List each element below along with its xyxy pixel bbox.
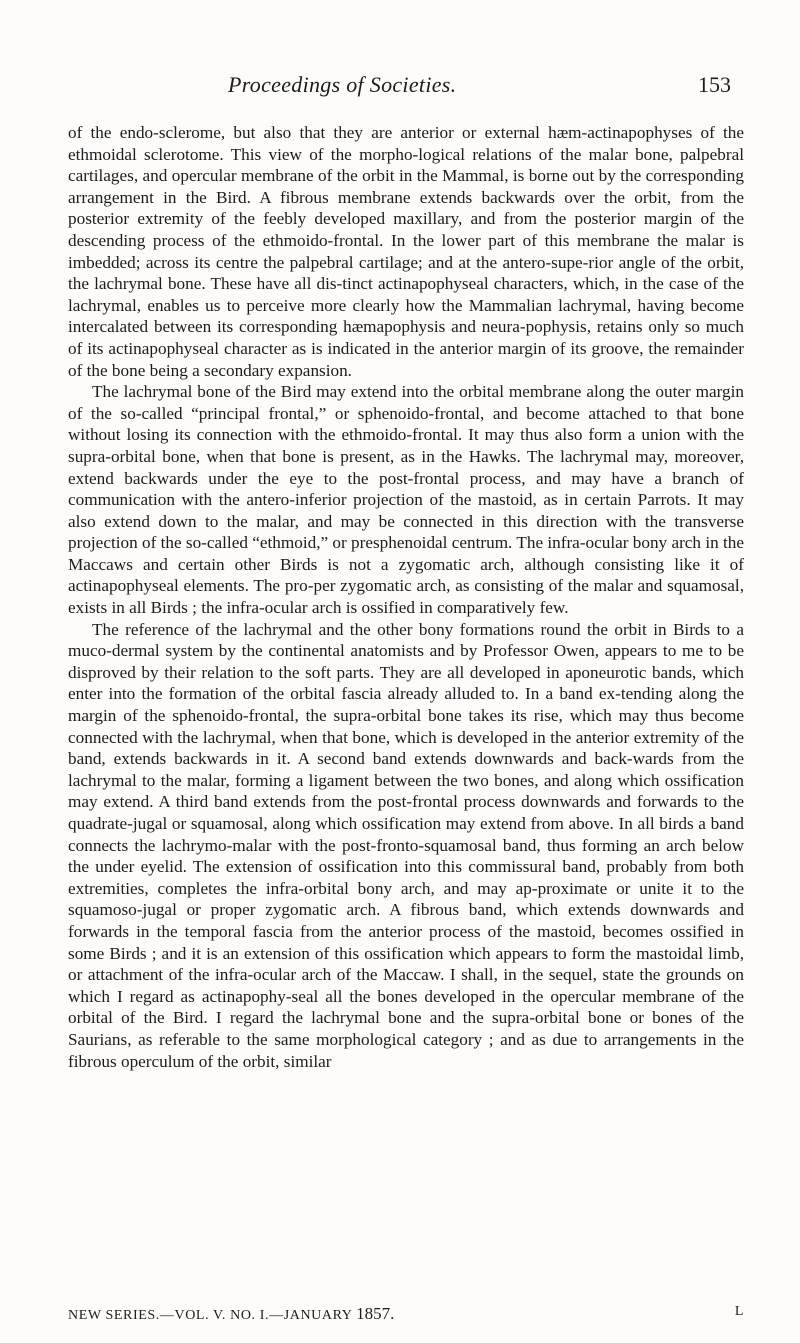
paragraph: The reference of the lachrymal and the other bony formations round the orbit in Birds to a muco-dermal system by the continental anatomists and by Professor Owen, appears to me to be disproved by their relation to the soft parts. They are all developed in aponeurotic bands, which enter into the formation of the orbital fascia already alluded to. In a band ex-tending along the margin of the sphenoido-frontal, the supra-orbital bone takes its rise, which may thus become connected with the lachrymal, when that bone, which is developed in the anterior extremity of the band, extends backwards in it. A second band extends downwards and back-wards from the lachrymal to the malar, forming a ligament between the two bones, and along which ossification may extend. A third band extends from the post-frontal process downwards and forwards to the quadrate-jugal or squamosal, along which ossification may extend from above. In all birds a band connects the lachrymo-malar with the post-fronto-squamosal band, thus forming an arch below the under eyelid. The extension of ossification into this commissural band, probably from both extremities, completes the infra-orbital bony arch, and may ap-proximate or unite it to the squamoso-jugal or proper zygomatic arch. A fibrous band, which extends downwards and forwards in the temporal fascia from the anterior process of the mastoid, becomes ossified in some Birds ; and it is an extension of this ossification which appears to form the mastoidal limb, or attachment of the infra-ocular arch of the Maccaw. I shall, in the sequel, state the grounds on which I regard as actinapophy-seal all the bones developed in the opercular membrane of the orbital of the Bird. I regard the lachrymal bone and the supra-orbital bone or bones of the Saurians, as referable to the same morphological category ; and as due to arrangements in the fibrous operculum of the orbit, similar: [68, 619, 744, 1071]
page-footer: [68, 1304, 744, 1324]
page-number: 153: [698, 72, 731, 97]
signature-mark: L: [734, 1304, 744, 1319]
paragraph: The lachrymal bone of the Bird may extend into the orbital membrane along the outer margin of the so-called “principal frontal,” or sphenoido-frontal, and become attached to that bone without losing its connection with the ethmoido-frontal. It may thus also form a union with the supra-orbital bone, when that bone is present, as in the Hawks. The lachrymal may, moreover, extend backwards under the eye to the post-frontal process, and may have a branch of communication with the antero-inferior projection of the mastoid, as in certain Parrots. It may also extend down to the malar, and may be connected in this direction with the transverse projection of the so-called “ethmoid,” or presphenoidal centrum. The infra-ocular bony arch in the Maccaws and certain other Birds is not a zygomatic arch, although consisting like it of actinapophyseal elements. The pro-per zygomatic arch, as consisting of the malar and squamosal, exists in all Birds ; the infra-ocular arch is ossified in comparatively few.: [68, 382, 744, 618]
series-info: [68, 1304, 394, 1324]
series-year: 1857.: [356, 1304, 395, 1323]
body-text: [68, 122, 744, 1072]
series-line: NEW SERIES.—VOL. V. NO. I.—JANUARY: [68, 1308, 352, 1323]
paragraph: of the endo-sclerome, but also that they are anterior or external hæm-actinapophyses of the ethmoidal sclerotome. This view of the morpho-logical relations of the malar bone, palpebral cartilages, and opercular membrane of the orbit in the Mammal, is borne out by the corresponding arrangement in the Bird. A fibrous membrane extends backwards over the orbit, from the posterior extremity of the feebly developed maxillary, and from the posterior margin of the descending process of the ethmoido-frontal. In the lower part of this membrane the malar is imbedded; across its centre the palpebral cartilage; and at the antero-supe-rior angle of the orbit, the lachrymal bone. These have all dis-tinct actinapophyseal characters, which, in the case of the lachrymal, enables us to perceive more clearly how the Mammalian lachrymal, having become intercalated between its corresponding hæmapophysis and neura-pophysis, retains only so much of its actinapophyseal character as is indicated in the anterior margin of its groove, the remainder of the bone being a secondary expansion.: [68, 123, 744, 380]
running-title: Proceedings of Societies.: [228, 72, 457, 97]
